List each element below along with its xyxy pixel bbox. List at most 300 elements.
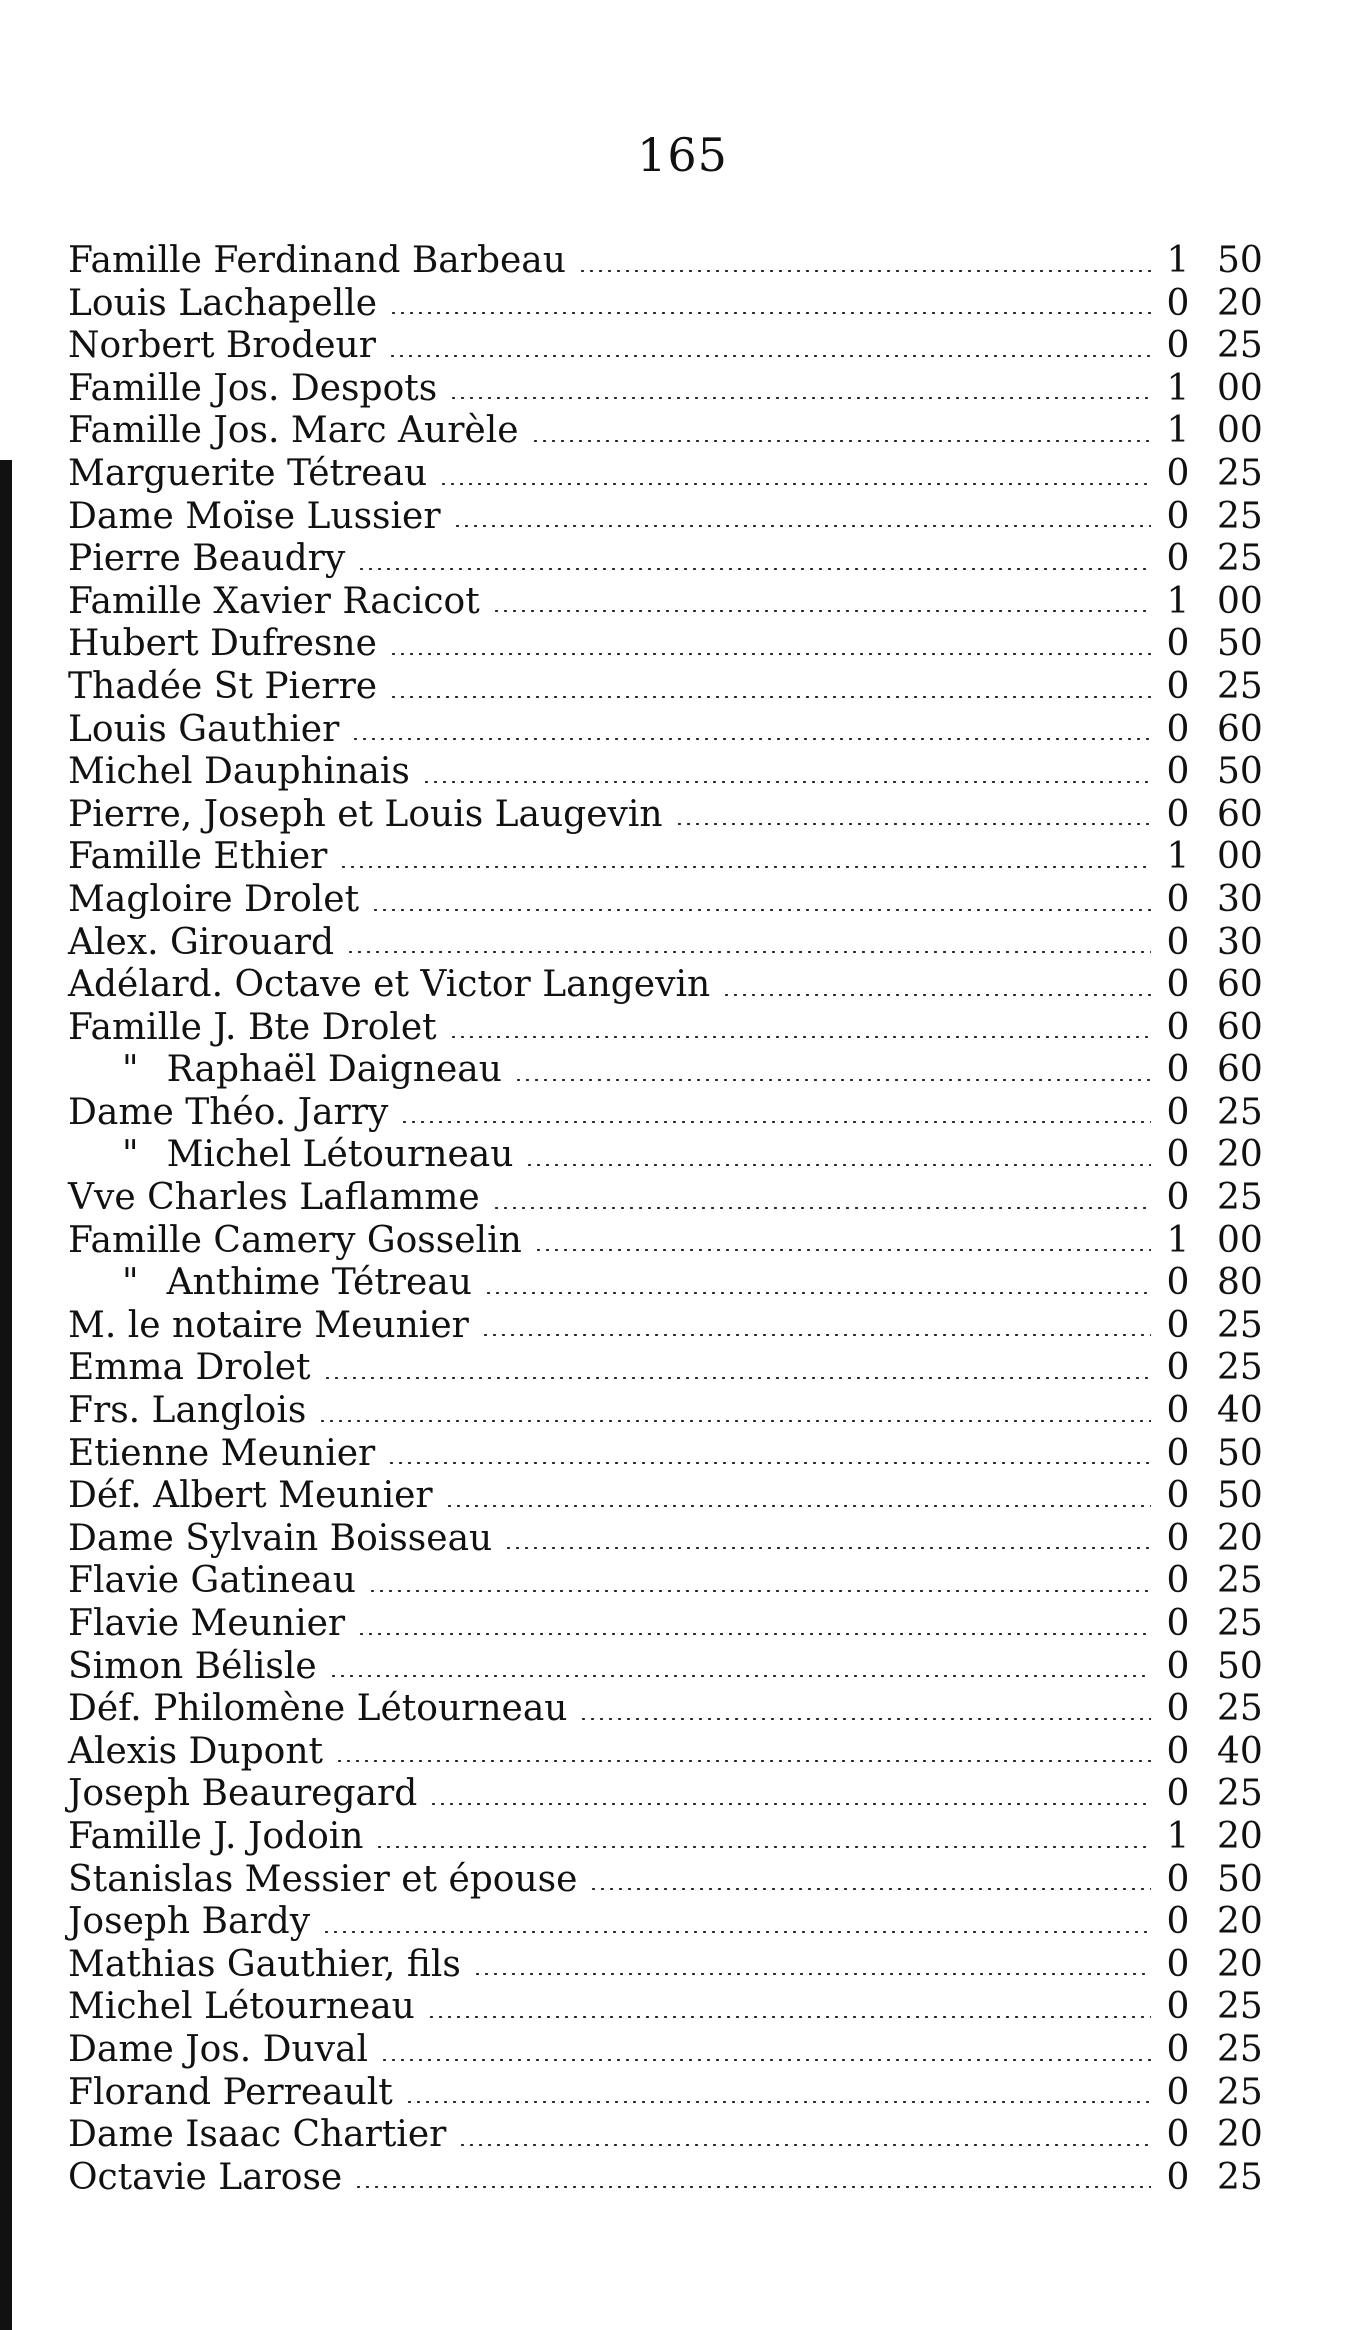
entry-name-text: Stanislas Messier et épouse [68,1858,578,1900]
list-item [68,794,1283,837]
dot-leader [400,1121,1151,1123]
entry-name-text: Emma Drolet [68,1347,311,1389]
list-item [68,368,1283,411]
entry-amount [1163,453,1283,496]
amount-dollars: 0 [1166,325,1190,367]
dot-leader [449,1036,1151,1038]
entry-name-text: Michel Dauphinais [68,751,410,793]
entry-name-text: Famille J. Jodoin [68,1815,364,1857]
entry-amount [1163,1347,1283,1390]
list-item [68,2157,1283,2200]
amount-dollars: 0 [1166,2028,1190,2070]
list-item [68,1560,1283,1603]
list-item [68,1134,1283,1177]
list-item [68,1646,1283,1689]
list-item [68,2114,1283,2157]
amount-cents: 20 [1217,1815,1263,1857]
entry-name [68,1560,356,1603]
entry-amount [1163,1390,1283,1433]
list-item [68,1390,1283,1433]
dot-leader [388,355,1151,357]
list-item [68,1816,1283,1859]
amount-dollars: 0 [1166,1390,1190,1432]
amount-cents: 60 [1217,1006,1263,1048]
entry-amount [1163,1049,1283,1092]
entry-name [68,794,663,837]
entry-name-text: Louis Gauthier [68,708,340,750]
entry-name-text: Alex. Girouard [68,921,335,963]
amount-dollars: 0 [1166,878,1190,920]
amount-dollars: 0 [1166,1730,1190,1772]
entry-name-text: Flavie Meunier [68,1603,346,1644]
list-item [68,623,1283,666]
amount-cents: 40 [1217,1390,1263,1432]
amount-dollars: 0 [1166,1517,1190,1559]
amount-dollars: 0 [1166,1986,1190,2028]
amount-cents: 25 [1217,325,1263,367]
dot-leader [346,951,1151,953]
entry-name [68,2157,342,2200]
entry-name [68,496,441,539]
amount-dollars: 0 [1166,964,1190,1006]
list-item [68,1475,1283,1518]
entry-amount [1163,1007,1283,1050]
entry-amount [1163,1688,1283,1731]
entry-amount [1163,1518,1283,1561]
entry-name [68,1220,522,1263]
amount-cents: 25 [1217,1986,1263,2028]
entry-name [68,1390,306,1433]
entry-amount [1163,368,1283,411]
entry-name [68,1134,513,1177]
dot-leader [422,781,1151,783]
entry-name [68,879,359,922]
entry-name [68,1305,469,1348]
amount-dollars: 0 [1166,1688,1190,1730]
entry-name-text: Adélard. Octave et Victor Langevin [68,964,711,1006]
list-item [68,496,1283,539]
amount-cents: 00 [1217,410,1263,452]
dot-leader [405,2101,1151,2103]
entry-amount [1163,2114,1283,2157]
amount-cents: 30 [1217,878,1263,920]
entry-name-text: Pierre, Joseph et Louis Laugevin [68,793,663,835]
entry-name-text: M. le notaire Meunier [68,1304,469,1346]
dot-leader [380,2059,1151,2061]
dot-leader [525,1164,1151,1166]
dot-leader [389,696,1151,698]
amount-dollars: 0 [1166,1901,1190,1943]
entry-amount [1163,581,1283,624]
entry-name-text: Simon Bélisle [68,1645,317,1687]
entry-name-text: Famille Ethier [68,836,328,878]
list-item [68,2072,1283,2115]
entry-amount [1163,325,1283,368]
dot-leader [675,823,1151,825]
amount-cents: 25 [1217,1603,1263,1644]
scan-edge-shadow [0,460,12,2330]
list-item [68,1603,1283,1646]
entry-amount [1163,2157,1283,2200]
amount-cents: 25 [1217,538,1263,580]
entry-name-text: Thadée St Pierre [68,665,378,707]
entry-amount [1163,836,1283,879]
entry-name [68,1688,567,1731]
amount-dollars: 0 [1166,1645,1190,1687]
list-item [68,1901,1283,1944]
list-item [68,1220,1283,1263]
dot-leader [429,1803,1151,1805]
amount-dollars: 0 [1166,623,1190,665]
entry-amount [1163,1603,1283,1646]
entry-name [68,1007,437,1050]
entry-name-text: Joseph Bardy [68,1901,311,1943]
amount-cents: 30 [1217,921,1263,963]
amount-dollars: 0 [1166,495,1190,537]
entry-amount [1163,2029,1283,2072]
entry-name [68,709,339,752]
entry-name-text: Norbert Brodeur [68,325,376,367]
amount-dollars: 1 [1166,1219,1190,1261]
amount-dollars: 0 [1166,1475,1190,1517]
amount-cents: 25 [1217,1091,1263,1133]
list-item [68,1262,1283,1305]
entry-name [68,751,410,794]
dot-leader [371,909,1151,911]
entry-name [68,1347,311,1390]
entry-name-text: Florand Perreault [68,2071,393,2113]
entry-name-text: Etienne Meunier [68,1432,376,1474]
entry-name [68,2114,446,2157]
ditto-mark: " [122,1134,139,1176]
entry-amount [1163,1901,1283,1944]
list-item [68,1092,1283,1135]
amount-cents: 25 [1217,1304,1263,1346]
amount-cents: 25 [1217,1773,1263,1815]
entry-amount [1163,794,1283,837]
entry-name-text: Dame Jos. Duval [68,2028,369,2070]
dot-leader [453,525,1151,527]
list-item [68,581,1283,624]
amount-cents: 25 [1217,452,1263,494]
list-item [68,751,1283,794]
entry-amount [1163,1475,1283,1518]
entry-name-text: Michel Létourneau [166,1134,514,1176]
list-item [68,1347,1283,1390]
list-item [68,1986,1283,2029]
amount-dollars: 0 [1166,665,1190,707]
entry-name-text: Pierre Beaudry [68,538,346,580]
entry-name [68,922,334,965]
entry-name-text: Raphaël Daigneau [166,1049,502,1091]
list-item [68,240,1283,283]
list-item [68,1049,1283,1092]
entry-name-text: Famille Jos. Marc Aurèle [68,410,519,452]
subscription-list [68,240,1283,2199]
entry-name-text: Marguerite Tétreau [68,452,428,494]
amount-cents: 25 [1217,665,1263,707]
amount-dollars: 0 [1166,1091,1190,1133]
amount-cents: 50 [1217,623,1263,665]
amount-dollars: 0 [1166,1134,1190,1176]
amount-cents: 25 [1217,2071,1263,2113]
dot-leader [484,1292,1151,1294]
dot-leader [329,1675,1151,1677]
amount-cents: 60 [1217,708,1263,750]
entry-amount [1163,879,1283,922]
amount-cents: 20 [1217,1943,1263,1985]
amount-dollars: 0 [1166,538,1190,580]
entry-amount [1163,623,1283,666]
entry-name [68,1986,415,2029]
entry-name [68,2072,393,2115]
entry-name [68,1475,433,1518]
amount-cents: 50 [1217,240,1263,281]
entry-amount [1163,666,1283,709]
amount-cents: 50 [1217,1858,1263,1900]
entry-amount [1163,1773,1283,1816]
amount-dollars: 0 [1166,1432,1190,1474]
entry-name-text: Déf. Philomène Létourneau [68,1688,568,1730]
amount-cents: 25 [1217,495,1263,537]
amount-cents: 00 [1217,580,1263,622]
dot-leader [514,1079,1151,1081]
list-item [68,1731,1283,1774]
amount-cents: 25 [1217,1688,1263,1730]
entry-amount [1163,922,1283,965]
amount-cents: 25 [1217,2028,1263,2070]
amount-cents: 80 [1217,1262,1263,1304]
entry-amount [1163,1646,1283,1689]
entry-amount [1163,1816,1283,1859]
entry-amount [1163,1560,1283,1603]
amount-dollars: 1 [1166,410,1190,452]
entry-name [68,836,327,879]
entry-name-text: Frs. Langlois [68,1390,307,1432]
amount-cents: 25 [1217,1347,1263,1389]
entry-name [68,1731,323,1774]
dot-leader [389,653,1151,655]
entry-name-text: Joseph Beauregard [68,1773,418,1815]
entry-amount [1163,496,1283,539]
amount-dollars: 0 [1166,751,1190,793]
list-item [68,1007,1283,1050]
dot-leader [504,1547,1151,1549]
amount-dollars: 0 [1166,708,1190,750]
amount-cents: 50 [1217,751,1263,793]
amount-dollars: 0 [1166,1262,1190,1304]
entry-name [68,1901,310,1944]
dot-leader [449,397,1151,399]
amount-dollars: 0 [1166,793,1190,835]
entry-name-text: Octavie Larose [68,2156,343,2198]
entry-name [68,581,480,624]
entry-amount [1163,1220,1283,1263]
entry-name-text: Famille Xavier Racicot [68,580,480,622]
list-item [68,1773,1283,1816]
amount-cents: 25 [1217,2156,1263,2198]
amount-dollars: 1 [1166,580,1190,622]
entry-amount [1163,1944,1283,1987]
amount-dollars: 0 [1166,1347,1190,1389]
amount-dollars: 0 [1166,1049,1190,1091]
dot-leader [322,1931,1151,1933]
entry-amount [1163,2072,1283,2115]
dot-leader [531,440,1151,442]
list-item [68,410,1283,453]
list-item [68,325,1283,368]
amount-dollars: 0 [1166,1304,1190,1346]
list-item [68,453,1283,496]
dot-leader [368,1590,1151,1592]
entry-amount [1163,1859,1283,1902]
dot-leader [492,1207,1151,1209]
entry-name-text: Dame Moïse Lussier [68,495,441,537]
entry-amount [1163,240,1283,283]
amount-dollars: 1 [1166,836,1190,878]
dot-leader [481,1334,1151,1336]
entry-name-text: Hubert Dufresne [68,623,377,665]
entry-amount [1163,751,1283,794]
amount-cents: 00 [1217,836,1263,878]
entry-name-text: Famille Ferdinand Barbeau [68,240,566,281]
amount-cents: 20 [1217,1901,1263,1943]
amount-cents: 40 [1217,1730,1263,1772]
amount-cents: 50 [1217,1475,1263,1517]
list-item [68,709,1283,752]
entry-name [68,1262,472,1305]
dot-leader [578,270,1151,272]
entry-name-text: Dame Théo. Jarry [68,1091,389,1133]
entry-name [68,240,566,283]
amount-dollars: 0 [1166,1773,1190,1815]
entry-name-text: Dame Sylvain Boisseau [68,1517,493,1559]
amount-cents: 25 [1217,1560,1263,1602]
entry-name-text: Dame Isaac Chartier [68,2114,447,2156]
entry-name [68,1092,388,1135]
list-item [68,666,1283,709]
amount-cents: 00 [1217,1219,1263,1261]
entry-amount [1163,709,1283,752]
entry-name [68,283,377,326]
amount-dollars: 0 [1166,1858,1190,1900]
dot-leader [427,2016,1151,2018]
dot-leader [335,1760,1151,1762]
dot-leader [389,312,1151,314]
dot-leader [354,2186,1151,2188]
amount-dollars: 0 [1166,1177,1190,1219]
entry-name [68,1177,480,1220]
entry-name [68,453,427,496]
entry-name [68,368,437,411]
list-item [68,836,1283,879]
entry-name [68,1049,502,1092]
amount-cents: 20 [1217,2114,1263,2156]
entry-name-text: Michel Létourneau [68,1986,415,2028]
dot-leader [375,1846,1151,1848]
dot-leader [492,610,1151,612]
dot-leader [445,1505,1151,1507]
dot-leader [589,1888,1151,1890]
entry-amount [1163,410,1283,453]
dot-leader [351,738,1151,740]
dot-leader [473,1973,1151,1975]
list-item [68,2029,1283,2072]
dot-leader [318,1420,1151,1422]
amount-dollars: 0 [1166,921,1190,963]
entry-amount [1163,964,1283,1007]
amount-dollars: 0 [1166,282,1190,324]
list-item [68,1518,1283,1561]
amount-dollars: 0 [1166,2114,1190,2156]
list-item [68,964,1283,1007]
amount-cents: 50 [1217,1432,1263,1474]
entry-name-text: Magloire Drolet [68,878,360,920]
entry-name-text: Famille J. Bte Drolet [68,1006,437,1048]
entry-amount [1163,1731,1283,1774]
dot-leader [579,1718,1151,1720]
ditto-mark: " [122,1262,139,1304]
entry-name [68,1859,577,1902]
entry-name [68,1773,417,1816]
dot-leader [458,2144,1151,2146]
amount-cents: 60 [1217,1049,1263,1091]
entry-name [68,1816,363,1859]
amount-dollars: 0 [1166,2156,1190,2198]
amount-cents: 60 [1217,964,1263,1006]
list-item [68,1305,1283,1348]
entry-name-text: Anthime Tétreau [166,1262,472,1304]
dot-leader [357,568,1151,570]
list-item [68,538,1283,581]
entry-name [68,1646,317,1689]
list-item [68,1688,1283,1731]
entry-name [68,325,376,368]
entry-name-text: Flavie Gatineau [68,1560,356,1602]
amount-cents: 20 [1217,282,1263,324]
amount-dollars: 0 [1166,2071,1190,2113]
amount-cents: 25 [1217,1177,1263,1219]
dot-leader [722,994,1151,996]
amount-dollars: 0 [1166,1006,1190,1048]
amount-cents: 50 [1217,1645,1263,1687]
entry-amount [1163,1433,1283,1476]
entry-name [68,1603,345,1646]
amount-cents: 00 [1217,367,1263,409]
amount-dollars: 1 [1166,1815,1190,1857]
ditto-mark: " [122,1049,139,1091]
entry-name [68,964,710,1007]
entry-amount [1163,283,1283,326]
entry-name-text: Mathias Gauthier, fils [68,1943,461,1985]
list-item [68,1944,1283,1987]
entry-name-text: Famille Jos. Despots [68,367,438,409]
dot-leader [439,483,1151,485]
amount-dollars: 0 [1166,1943,1190,1985]
entry-amount [1163,1986,1283,2029]
list-item [68,1433,1283,1476]
entry-name [68,1518,492,1561]
entry-name-text: Alexis Dupont [68,1730,323,1772]
dot-leader [387,1462,1151,1464]
entry-name [68,538,345,581]
amount-dollars: 0 [1166,1603,1190,1644]
entry-name [68,1433,375,1476]
entry-name [68,410,519,453]
dot-leader [357,1633,1151,1635]
amount-dollars: 1 [1166,367,1190,409]
dot-leader [339,866,1151,868]
